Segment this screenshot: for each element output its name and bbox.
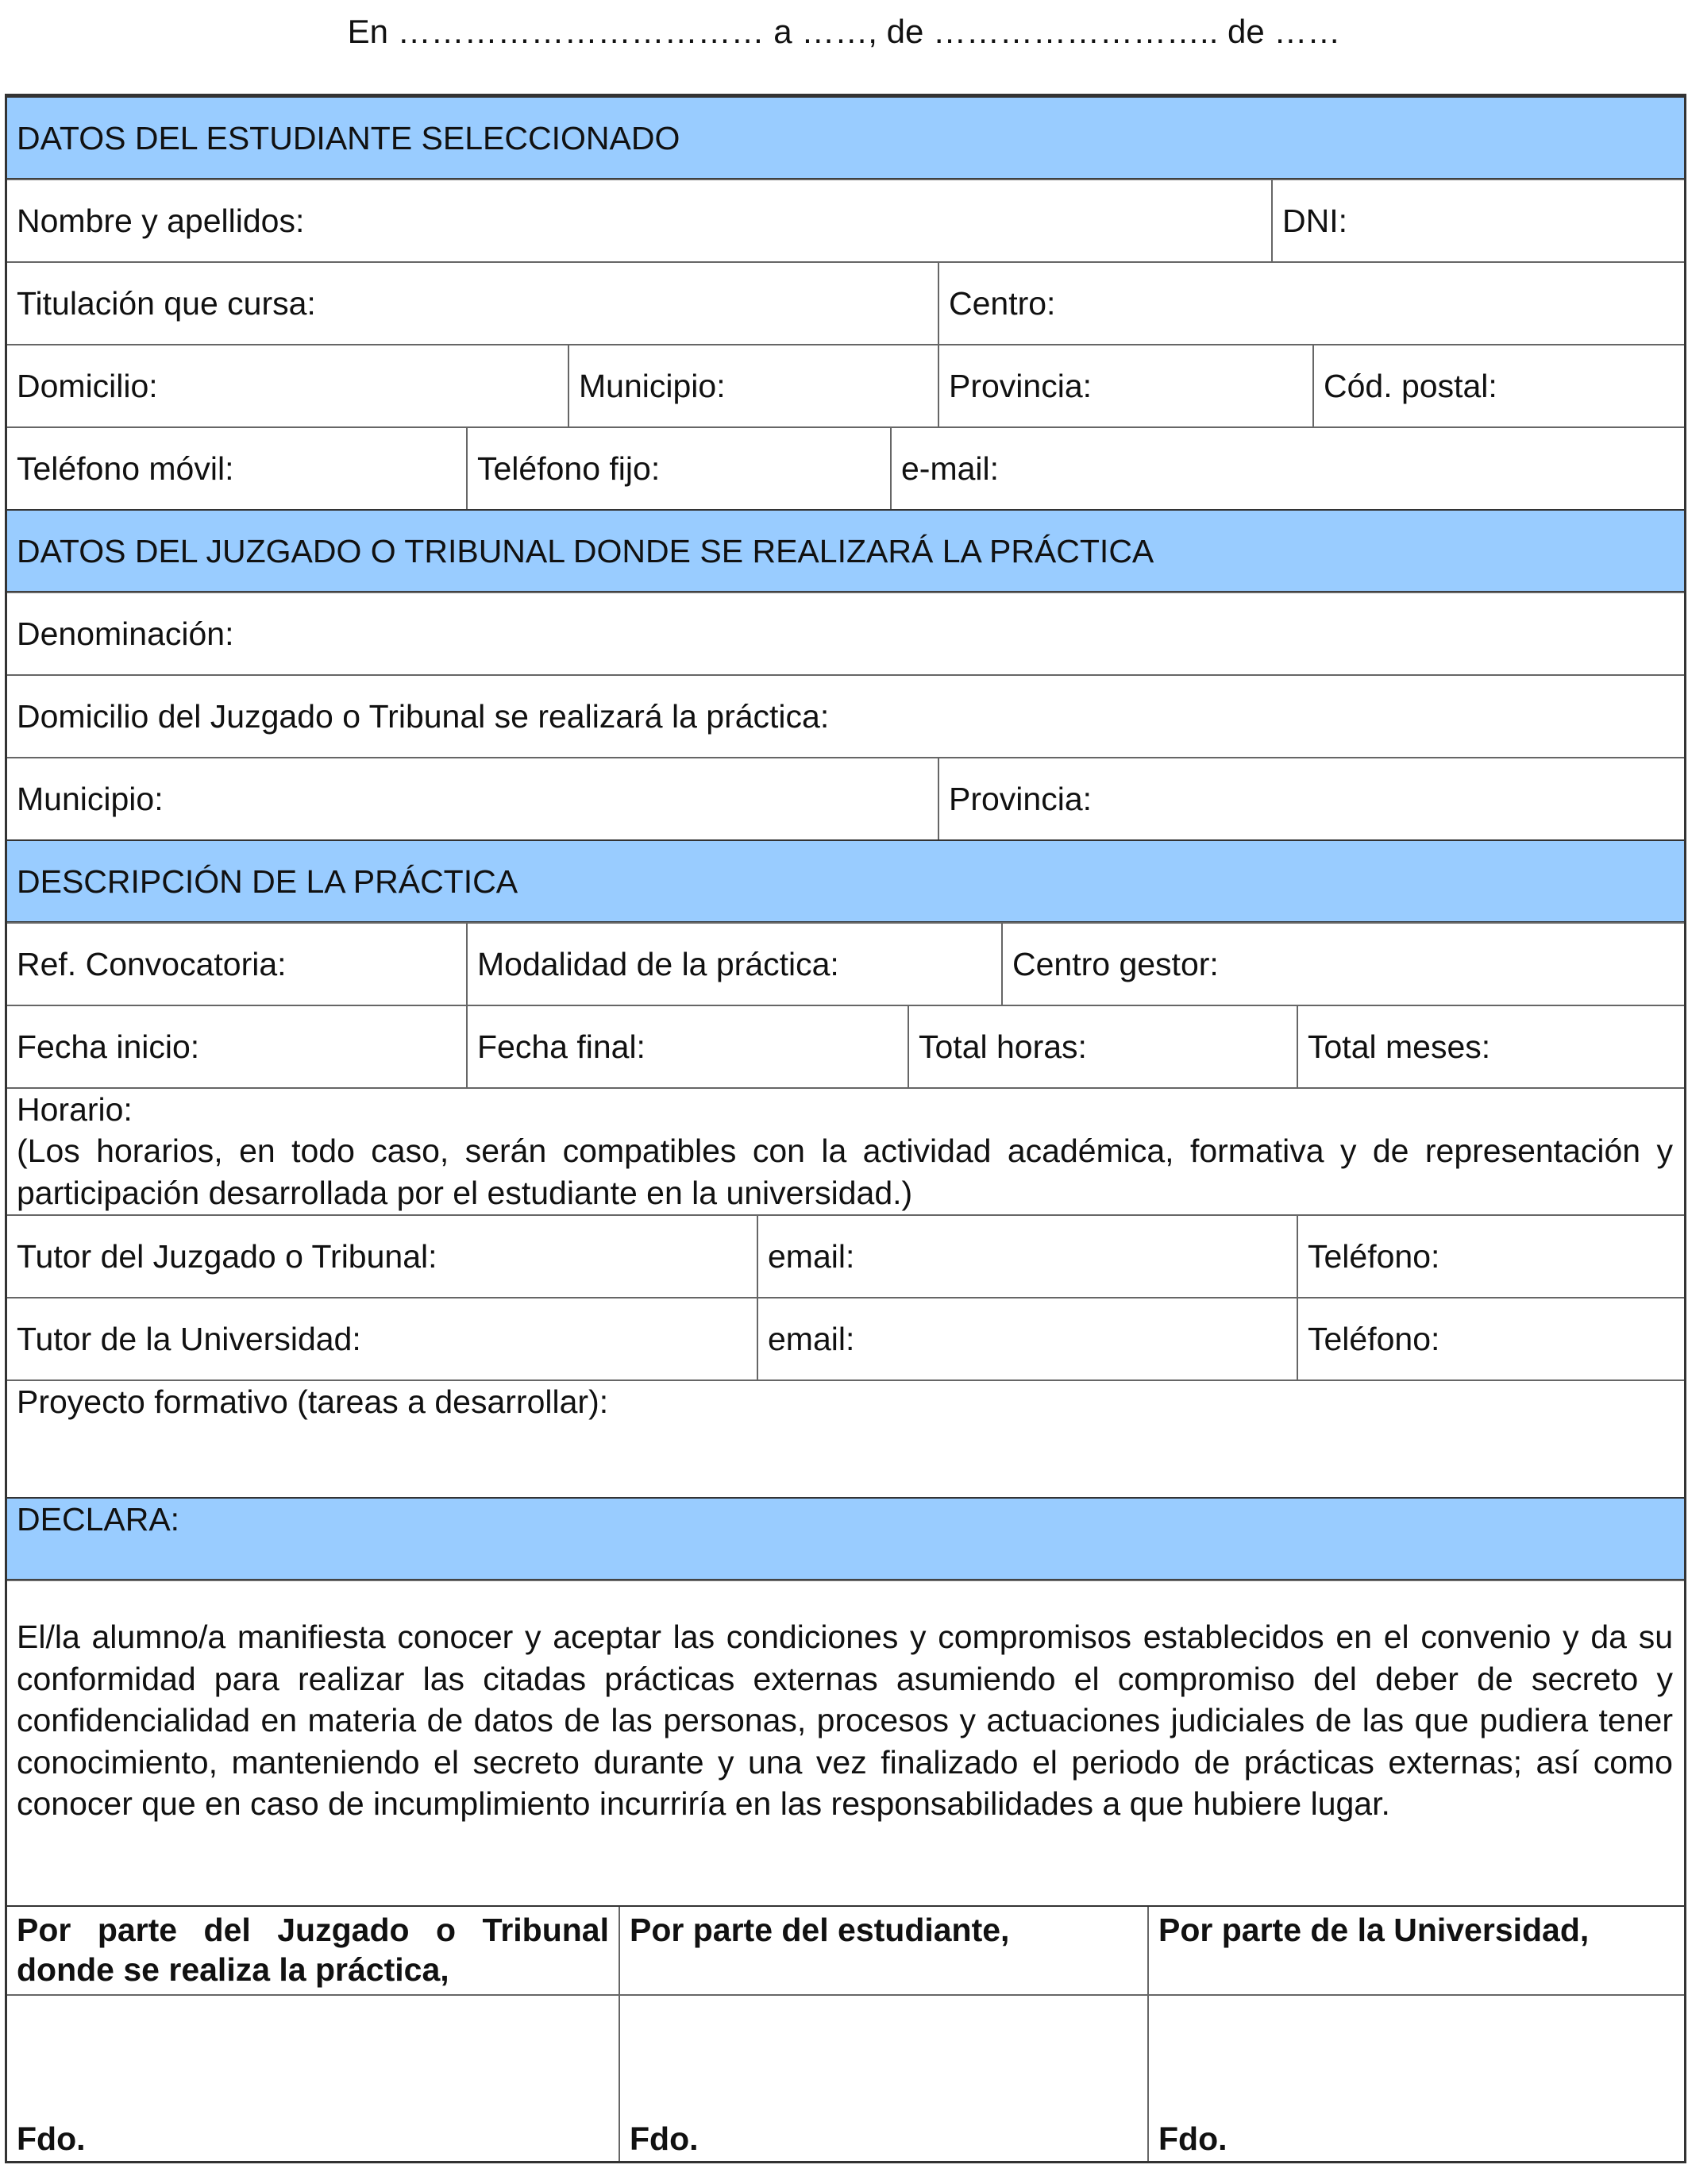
signature-university-label: Por parte de la Universidad, — [1147, 1907, 1684, 1994]
field-total-horas[interactable]: Total horas: — [908, 1006, 1297, 1087]
row-nombre-dni — [7, 179, 1684, 261]
field-domicilio[interactable]: Domicilio: — [17, 368, 158, 404]
row-fechas — [7, 1005, 1684, 1087]
field-telefono-movil[interactable]: Teléfono móvil: — [17, 450, 234, 487]
row-domicilio-juzgado — [7, 674, 1684, 757]
row-signature-boxes — [7, 1994, 1684, 2161]
field-court-municipio[interactable]: Municipio: — [17, 781, 164, 817]
section-title-court: DATOS DEL JUZGADO O TRIBUNAL DONDE SE REALIZARÁ LA PRÁCTICA — [17, 532, 1154, 569]
row-denominacion — [7, 592, 1684, 674]
field-municipio[interactable]: Municipio: — [568, 345, 938, 426]
signature-box-university[interactable] — [1147, 1996, 1684, 2161]
field-telefono-fijo[interactable]: Teléfono fijo: — [466, 428, 890, 509]
row-tutor-universidad — [7, 1297, 1684, 1379]
row-municipio-provincia — [7, 757, 1684, 839]
field-dni[interactable]: DNI: — [1271, 180, 1684, 261]
field-nombre-apellidos[interactable]: Nombre y apellidos: — [17, 203, 305, 239]
field-modalidad[interactable]: Modalidad de la práctica: — [466, 924, 1001, 1005]
field-tutor-universidad[interactable]: Tutor de la Universidad: — [17, 1321, 361, 1357]
field-email[interactable]: e-mail: — [890, 428, 1684, 509]
section-title-student: DATOS DEL ESTUDIANTE SELECCIONADO — [17, 119, 680, 156]
signature-box-court[interactable] — [7, 1996, 619, 2161]
field-tutor-universidad-email[interactable]: email: — [757, 1298, 1297, 1379]
row-domicilio — [7, 344, 1684, 426]
field-total-meses[interactable]: Total meses: — [1297, 1006, 1684, 1087]
field-fecha-final[interactable]: Fecha final: — [466, 1006, 908, 1087]
section-header-practice — [7, 839, 1684, 922]
field-tutor-juzgado[interactable]: Tutor del Juzgado o Tribunal: — [17, 1238, 437, 1275]
row-signature-headers — [7, 1905, 1684, 1994]
row-horario — [7, 1087, 1684, 1214]
fdo-university: Fdo. — [1158, 2120, 1227, 2157]
field-titulacion[interactable]: Titulación que cursa: — [17, 285, 316, 322]
fdo-student: Fdo. — [630, 2120, 699, 2157]
field-court-provincia[interactable]: Provincia: — [938, 758, 1684, 839]
field-tutor-universidad-telefono[interactable]: Teléfono: — [1297, 1298, 1684, 1379]
row-proyecto-formativo — [7, 1379, 1684, 1497]
section-header-court — [7, 509, 1684, 592]
signature-court-label: Por parte del Juzgado o Tribunal donde se realiza la práctica, — [17, 1912, 609, 1988]
dateline: En …………………………… a ……, de …………………….. de …… — [347, 13, 1341, 50]
row-declaration-text — [7, 1580, 1684, 1905]
field-domicilio-juzgado[interactable]: Domicilio del Juzgado o Tribunal se realizará la práctica: — [17, 698, 830, 735]
row-convocatoria — [7, 922, 1684, 1005]
row-telefonos — [7, 426, 1684, 509]
field-ref-convocatoria[interactable]: Ref. Convocatoria: — [17, 946, 287, 982]
practice-form — [5, 94, 1686, 2163]
field-centro-gestor[interactable]: Centro gestor: — [1001, 924, 1684, 1005]
row-titulacion-centro — [7, 261, 1684, 344]
signature-box-student[interactable] — [619, 1996, 1147, 2161]
declaration-text: El/la alumno/a manifiesta conocer y aceptar las condiciones y compromisos establecidos en el convenio y da su conformidad para realizar las citadas prácticas externas asumiendo el compromiso del deber de secreto y confidencialidad en materia de datos de las personas, procesos y actuaciones judiciales de las que pudiera tener conocimiento, manteniendo el secreto durante y una vez finalizado el periodo de prácticas externas; así como conocer que en caso de incumplimiento incurriría en las responsabilidades a que hubiere lugar. — [17, 1619, 1673, 1822]
field-centro[interactable]: Centro: — [938, 263, 1684, 344]
section-header-declaration — [7, 1497, 1684, 1580]
field-tutor-juzgado-email[interactable]: email: — [757, 1216, 1297, 1297]
section-title-practice: DESCRIPCIÓN DE LA PRÁCTICA — [17, 862, 518, 900]
field-horario[interactable]: Horario: — [17, 1091, 133, 1128]
section-title-declaration: DECLARA: — [17, 1501, 180, 1538]
section-header-student — [7, 96, 1684, 179]
field-provincia[interactable]: Provincia: — [938, 345, 1312, 426]
row-tutor-juzgado — [7, 1214, 1684, 1297]
field-cod-postal[interactable]: Cód. postal: — [1312, 345, 1684, 426]
signature-student-label: Por parte del estudiante, — [619, 1907, 1147, 1994]
field-proyecto-formativo[interactable]: Proyecto formativo (tareas a desarrollar): — [17, 1383, 609, 1420]
field-tutor-juzgado-telefono[interactable]: Teléfono: — [1297, 1216, 1684, 1297]
field-fecha-inicio[interactable]: Fecha inicio: — [17, 1028, 200, 1065]
horario-note: (Los horarios, en todo caso, serán compatibles con la actividad académica, formativa y de representación y participación desarrollada por el estudiante en la universidad.) — [17, 1133, 1673, 1211]
field-denominacion[interactable]: Denominación: — [17, 615, 234, 652]
fdo-court: Fdo. — [17, 2120, 86, 2157]
